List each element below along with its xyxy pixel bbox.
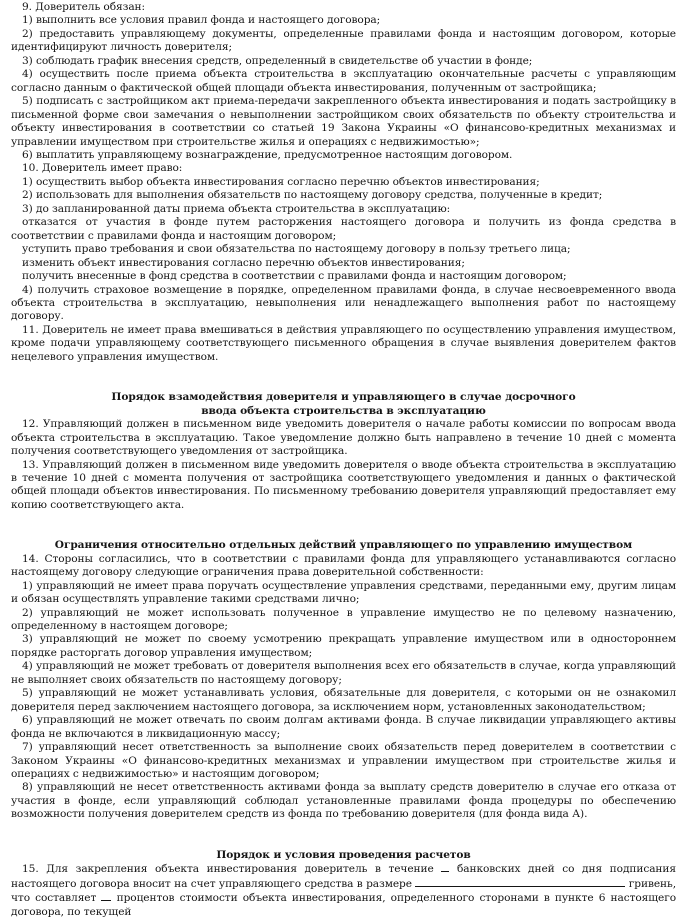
clause-10-3: 3) до запланированной даты приема объекта строительства в эксплуатацию: [22, 202, 451, 215]
clause-9-1: 1) выполнить все условия правил фонда и настоящего договора; [22, 14, 381, 27]
clause-15-part-2: банковских дней со дня подписания настоящего договора вносит на счет управляющего средства в размере [11, 863, 676, 890]
clause-10-4: 4) получить страховое возмещение в порядке, определенном правилами фонда, в случае несвоевременного ввода объекта строительства в эксплуатацию, невыполнения или ненадлежащего выполнения работ по настоящему договору. [11, 283, 676, 323]
clause-10-3-a: отказатся от участия в фонде путем расторжения настоящего договора и получить из фонда средства в соответствии с правилами фонда и настоящим договором; [11, 216, 676, 242]
clause-12: 12. Управляющий должен в письменном виде уведомить доверителя о начале работы комиссии по вопросам ввода объекта строительства в эксплуатацию. Такое уведомление должно быть направлено в течение 10 дней с момента получения соответствующего уведомления от застройщика. [11, 418, 676, 458]
heading-early-commissioning-line-2: ввода объекта строительства в эксплуатацию [201, 404, 486, 417]
clause-10-3-d: получить внесенные в фонд средства в соответствии с правилами фонда и настоящим договором; [22, 270, 567, 283]
clause-14-8: 8) управляющий не несет ответственность активами фонда за выплату средств доверителю в случае его отказа от участия в фонде, если управляющий соблюдал установленные правилами фонда процедуры по обеспечению возможности получения доверителем средств из фонда по требованию доверителя (для фонда вида А). [11, 781, 676, 821]
clause-14-7: 7) управляющий несет ответственность за выполнение своих обязательств перед доверителем в соответствии с Законом Украины «О финансово-кредитных механизмах и управлении имуществом при строительстве жилья и операциях с недвижимостью» и настоящим договором; [11, 741, 676, 781]
clause-9-6: 6) выплатить управляющему вознаграждение, предусмотренное настоящим договором. [22, 148, 513, 161]
clause-9: 9. Доверитель обязан: [22, 1, 146, 13]
heading-payments: Порядок и условия проведения расчетов [216, 848, 471, 861]
clause-15 [11, 862, 676, 919]
days-blank-field[interactable] [441, 862, 449, 872]
clause-10-1: 1) осуществить выбор объекта инвестирования согласно перечню объектов инвестирования; [22, 175, 540, 188]
clause-10-3-b: уступить право требования и свои обязательства по настоящему договору в пользу третьего лица; [22, 243, 571, 256]
clause-11: 11. Доверитель не имеет права вмешиваться в действия управляющего по осуществлению управления имуществом, кроме подачи управляющему соответствующего письменного обращения в случае выявления доверителем фактов нецелевого управления имуществом. [11, 323, 676, 363]
clause-10: 10. Доверитель имеет право: [22, 162, 183, 175]
clause-14-6: 6) управляющий не может отвечать по своим долгам активами фонда. В случае ликвидации управляющего активы фонда не включаются в ликвидационную массу; [11, 714, 676, 740]
clause-14-1: 1) управляющий не имеет права поручать осуществление управления средствами, переданными ему, другим лицам и обязан осуществлять управление такими средствами лично; [11, 579, 676, 606]
section-spacer [11, 364, 676, 391]
clause-9-5: 5) подписать с застройщиком акт приема-передачи закрепленного объекта инвестирования и подать застройщику в письменной форме свои замечания о невыполнении застройщиком своих обязательств по объекту строительства и объекту инвестирования в соответствии со статьей 19 Закона Украины «О финансово-кредитных механизмах и управлении имуществом при строительстве жилья и операциях с недвижимостью»; [11, 95, 676, 148]
clause-14-3: 3) управляющий не может по своему усмотрению прекращать управление имуществом или в одностороннем порядке расторгать договор управления имуществом; [11, 633, 676, 659]
clause-10-3-c: изменить объект инвестирования согласно перечню объектов инвестирования; [22, 256, 465, 269]
clause-14-4: 4) управляющий не может требовать от доверителя выполнения всех его обязательств в случае, когда управляющий не выполняет своих обязательств по настоящему договору; [11, 660, 676, 686]
section-spacer [11, 512, 676, 539]
clause-15-part-4: процентов стоимости объекта инвестирования, определенного сторонами в пункте 6 настоящего договора, по текущей [11, 892, 676, 918]
clause-14-5: 5) управляющий не может устанавливать условия, обязательные для доверителя, с которыми он не ознакомил доверителя перед заключением настоящего договора, за исключением норм, установленных законодательством; [11, 687, 676, 713]
clause-9-3: 3) соблюдать график внесения средств, определенный в свидетельстве об участии в фонде; [22, 54, 533, 67]
clause-13: 13. Управляющий должен в письменном виде уведомить доверителя о вводе объекта строительства в эксплуатацию в течение 10 дней с момента получения от застройщика соответствующего уведомления и данных о фактической общей площади объектов инвестирования. По письменному требованию доверителя управляющий предоставляет ему копию соответствующего акта. [11, 458, 676, 511]
clause-14: 14. Стороны согласились, что в соответствии с правилами фонда для управляющего устанавливаются согласно настоящему договору следующие ограничения права доверительной собственности: [11, 552, 676, 579]
heading-limitations: Ограничения относительно отдельных действий управляющего по управлению имуществом [54, 539, 633, 552]
clause-9-4: 4) осуществить после приема объекта строительства в эксплуатацию окончательные расчеты с управляющим согласно данным о фактической общей площади объекта инвестирования, полученным от застройщика; [11, 68, 676, 94]
percent-blank-field[interactable] [101, 891, 111, 901]
clause-14-2: 2) управляющий не может использовать полученное в управление имущество не по целевому назначению, определенному в настоящем договоре; [11, 606, 676, 633]
heading-early-commissioning-line-1: Порядок взамодействия доверителя и управляющего в случае досрочного [111, 391, 576, 404]
amount-blank-field[interactable] [415, 877, 625, 887]
clause-9-2: 2) предоставить управляющему документы, определенные правилами фонда и настоящим договором, которые идентифицируют личность доверителя; [11, 27, 676, 54]
clause-10-2: 2) использовать для выполнения обязательств по настоящему договору средства, полученные в кредит; [22, 189, 603, 202]
clause-15-part-3: гривень, что составляет [11, 877, 676, 905]
section-spacer [11, 822, 676, 849]
clause-15-part-1: 15. Для закрепления объекта инвестирования доверитель в течение [22, 863, 434, 876]
